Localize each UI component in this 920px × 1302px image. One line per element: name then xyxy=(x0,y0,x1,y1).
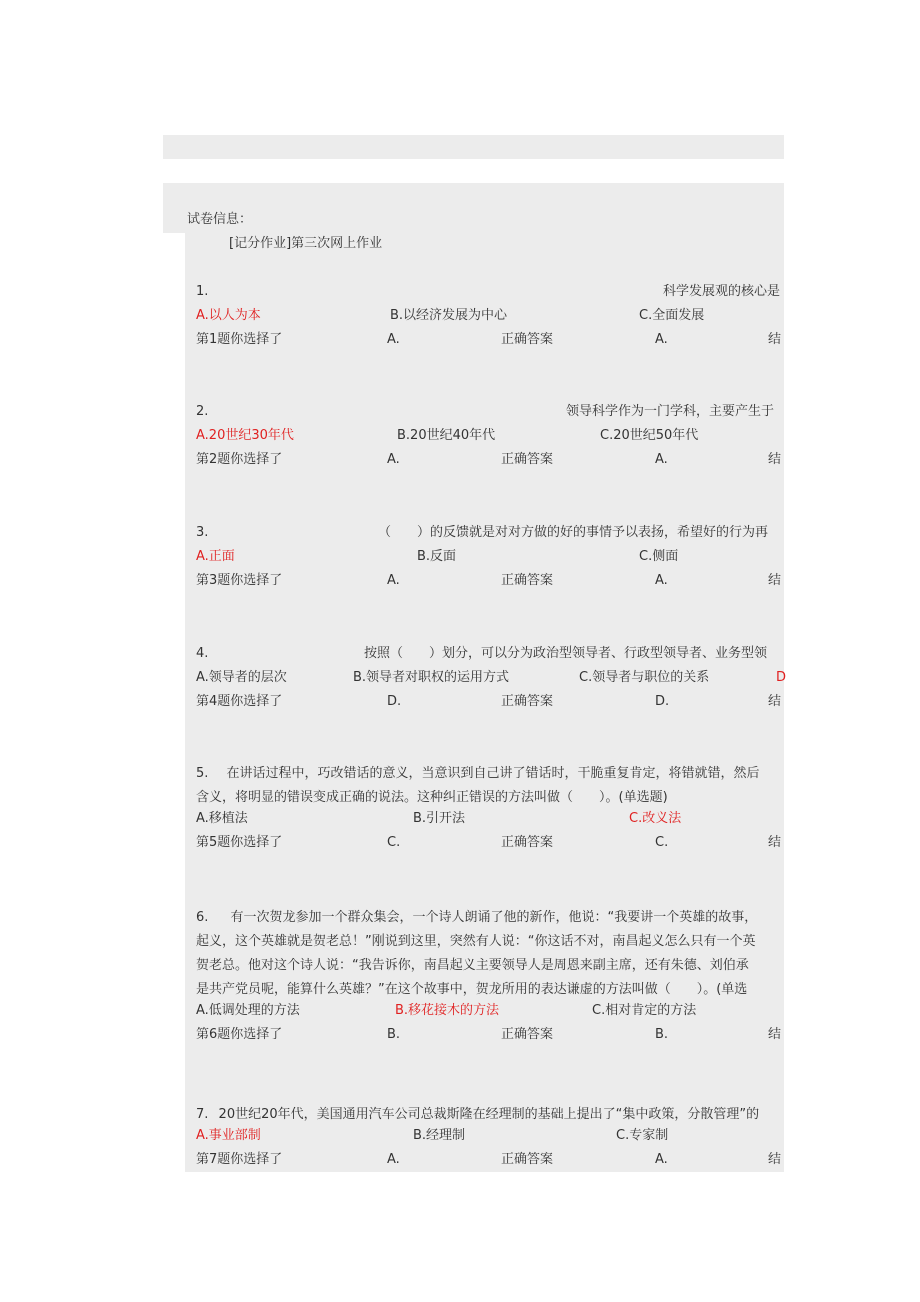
question-5 xyxy=(196,762,784,858)
option-c: C.改义法 xyxy=(629,811,682,826)
option-c: C.相对肯定的方法 xyxy=(592,1003,697,1018)
result-label: 结 xyxy=(768,452,782,467)
question-6 xyxy=(196,906,784,1050)
option-a: A.以人为本 xyxy=(196,308,261,323)
correct-answer-label: 正确答案 xyxy=(501,835,554,850)
option-c: C.领导者与职位的关系 xyxy=(579,670,710,685)
correct-answer: B. xyxy=(655,1027,669,1042)
question-stem: 7. 20世纪20年代，美国通用汽车公司总裁斯隆在经理制的基础上提出了“集中政策，分散管理”的 xyxy=(196,1107,760,1122)
correct-answer-label: 正确答案 xyxy=(501,1152,554,1167)
correct-answer-label: 正确答案 xyxy=(501,694,554,709)
correct-answer: A. xyxy=(655,452,668,467)
chosen-label: 第1题你选择了 xyxy=(196,332,283,347)
option-b: B.引开法 xyxy=(413,811,466,826)
correct-answer-label: 正确答案 xyxy=(501,452,554,467)
question-stem: 5. 在讲话过程中，巧改错话的意义，当意识到自己讲了错话时，干脆重复肯定，将错就错，然后 xyxy=(196,766,760,781)
option-b: B.经理制 xyxy=(413,1128,466,1143)
question-2 xyxy=(196,403,784,475)
option-c: C.专家制 xyxy=(616,1128,669,1143)
option-b: B.领导者对职权的运用方式 xyxy=(353,670,510,685)
chosen-label: 第4题你选择了 xyxy=(196,694,283,709)
correct-answer: C. xyxy=(655,835,669,850)
option-a: A.事业部制 xyxy=(196,1128,261,1143)
result-label: 结 xyxy=(768,573,782,588)
option-b: B.移花接木的方法 xyxy=(395,1003,500,1018)
question-7 xyxy=(196,1103,784,1175)
option-a: A.领导者的层次 xyxy=(196,670,287,685)
chosen-answer: C. xyxy=(387,835,401,850)
option-c: C.全面发展 xyxy=(639,308,705,323)
chosen-label: 第6题你选择了 xyxy=(196,1027,283,1042)
chosen-answer: A. xyxy=(387,1152,400,1167)
option-c: C.侧面 xyxy=(639,549,679,564)
chosen-label: 第7题你选择了 xyxy=(196,1152,283,1167)
chosen-answer: B. xyxy=(387,1027,401,1042)
result-label: 结 xyxy=(768,835,782,850)
option-a: A.移植法 xyxy=(196,811,248,826)
correct-answer: A. xyxy=(655,573,668,588)
question-stem: 按照（ ）划分，可以分为政治型领导者、行政型领导者、业务型领 xyxy=(364,646,768,661)
correct-answer: D. xyxy=(655,694,670,709)
chosen-answer: D. xyxy=(387,694,402,709)
chosen-label: 第5题你选择了 xyxy=(196,835,283,850)
question-number: 3. xyxy=(196,525,209,540)
question-number: 6. xyxy=(196,910,209,925)
result-label: 结 xyxy=(768,1027,782,1042)
question-stem: 领导科学作为一门学科，主要产生于 xyxy=(566,404,775,419)
chosen-label: 第3题你选择了 xyxy=(196,573,283,588)
result-label: 结 xyxy=(768,1152,782,1167)
question-number: 5. xyxy=(196,766,209,781)
chosen-answer: A. xyxy=(387,452,400,467)
question-number: 7. xyxy=(196,1107,209,1122)
option-d: D xyxy=(776,670,787,685)
question-stem-line: 起义，这个英雄就是贺老总！”刚说到这里，突然有人说：“你这话不对，南昌起义怎么只有一个英 xyxy=(196,934,756,949)
question-number: 1. xyxy=(196,284,209,299)
option-a: A.20世纪30年代 xyxy=(196,428,294,443)
option-a: A.正面 xyxy=(196,549,235,564)
correct-answer: A. xyxy=(655,1152,668,1167)
option-b: B.反面 xyxy=(417,549,457,564)
question-number: 4. xyxy=(196,646,209,661)
question-number: 2. xyxy=(196,404,209,419)
paper-title: [记分作业]第三次网上作业 xyxy=(229,236,383,251)
result-label: 结 xyxy=(768,332,782,347)
option-b: B.以经济发展为中心 xyxy=(390,308,508,323)
question-3 xyxy=(196,524,784,596)
chosen-label: 第2题你选择了 xyxy=(196,452,283,467)
paper-info-label: 试卷信息： xyxy=(187,212,253,227)
correct-answer-label: 正确答案 xyxy=(501,1027,554,1042)
question-stem: 6. 有一次贺龙参加一个群众集会，一个诗人朗诵了他的新作，他说：“我要讲一个英雄的故事， xyxy=(196,910,758,925)
question-4 xyxy=(196,645,787,717)
question-stem-line: 贺老总。他对这个诗人说：“我告诉你，南昌起义主要领导人是周恩来副主席，还有朱德、刘伯承 xyxy=(196,958,749,973)
option-a: A.低调处理的方法 xyxy=(196,1003,300,1018)
option-b: B.20世纪40年代 xyxy=(397,428,496,443)
correct-answer-label: 正确答案 xyxy=(501,332,554,347)
question-stem: 科学发展观的核心是 xyxy=(663,284,781,299)
chosen-answer: A. xyxy=(387,332,400,347)
correct-answer: A. xyxy=(655,332,668,347)
question-stem: （ ）的反馈就是对对方做的好的事情予以表扬，希望好的行为再 xyxy=(378,525,769,540)
question-stem-line: 是共产党员呢，能算什么英雄？”在这个故事中，贺龙所用的表达谦虚的方法叫做（ ）。(单选 xyxy=(196,982,748,997)
result-label: 结 xyxy=(768,694,782,709)
question-1 xyxy=(196,283,784,355)
option-c: C.20世纪50年代 xyxy=(600,428,699,443)
question-stem-line: 含义，将明显的错误变成正确的说法。这种纠正错误的方法叫做（ ）。(单选题) xyxy=(196,790,668,805)
chosen-answer: A. xyxy=(387,573,400,588)
correct-answer-label: 正确答案 xyxy=(501,573,554,588)
